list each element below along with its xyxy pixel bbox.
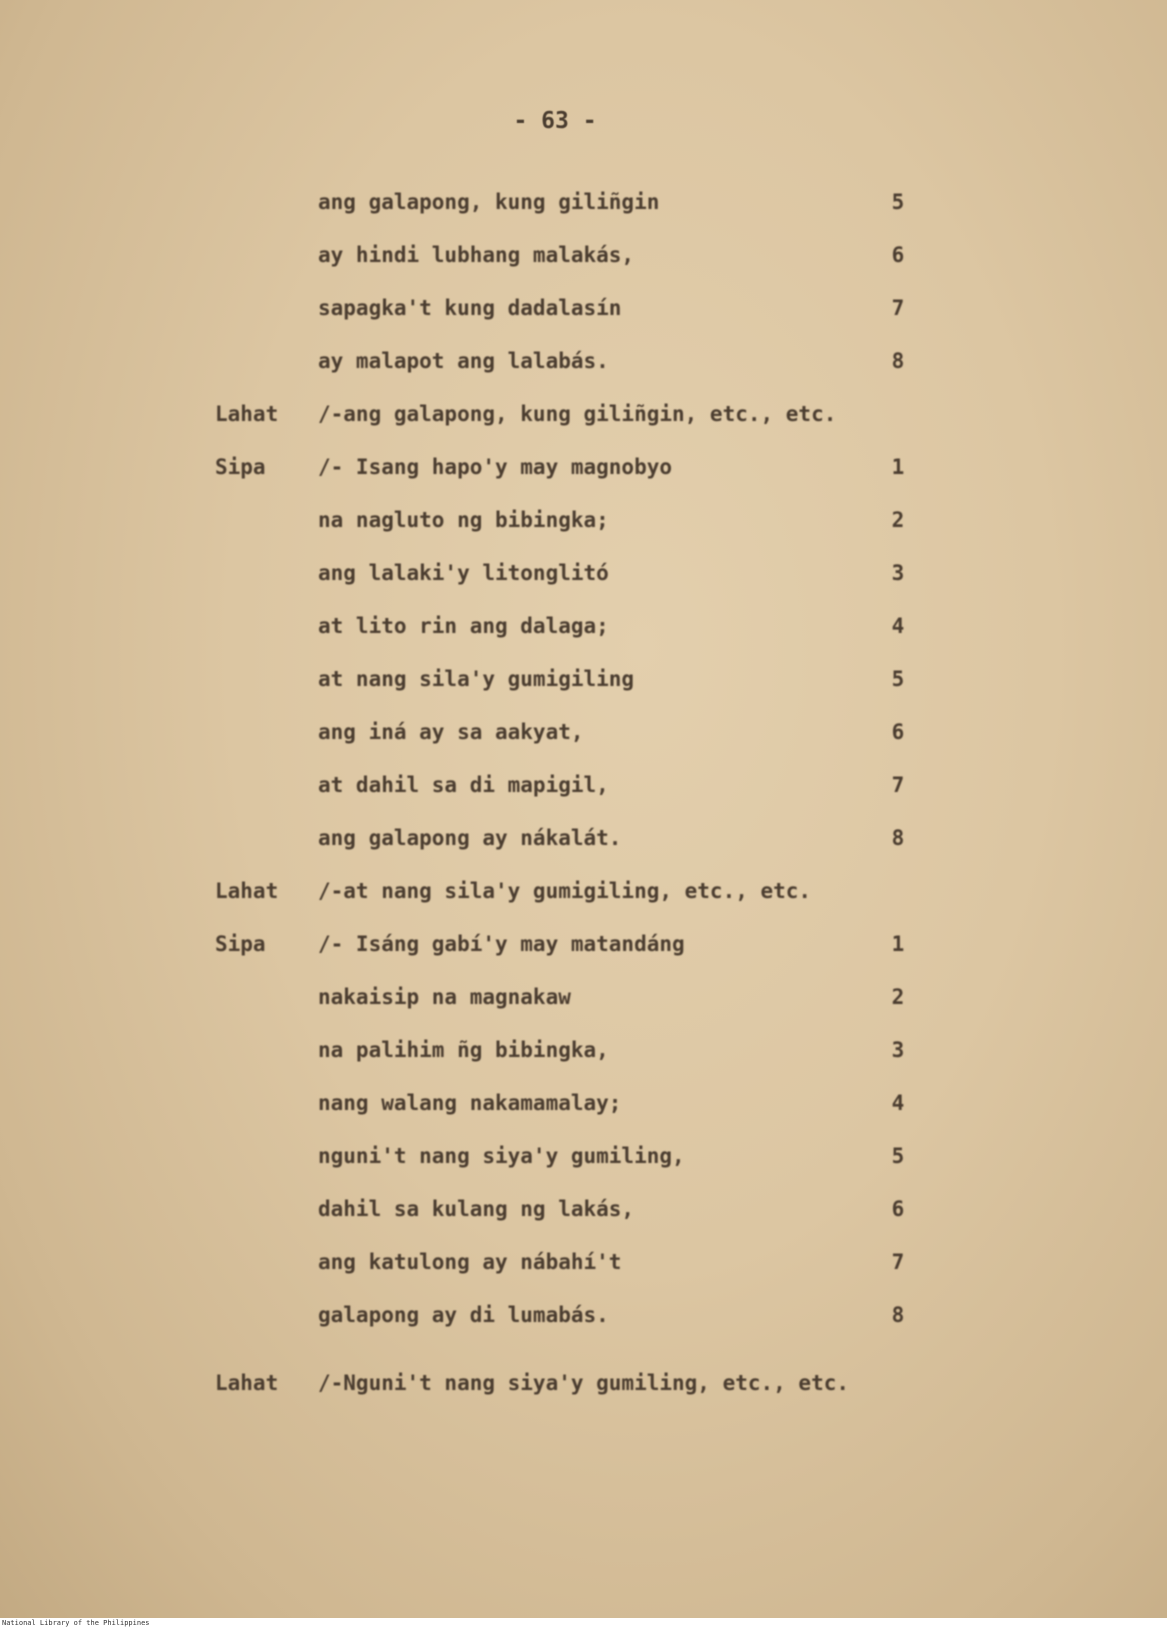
line-number: 5 <box>891 190 905 214</box>
verse-line <box>0 508 1167 548</box>
verse-text: sapagka't kung dadalasín <box>318 296 622 320</box>
verse-text: /- Isáng gabí'y may matandáng <box>318 932 685 956</box>
verse-text: ay malapot ang lalabás. <box>318 349 609 373</box>
verse-line <box>0 190 1167 230</box>
verse-line <box>0 720 1167 760</box>
verse-line <box>0 1091 1167 1131</box>
line-number: 7 <box>891 296 905 320</box>
verse-line <box>0 243 1167 283</box>
verse-text: at nang sila'y gumigiling <box>318 667 635 691</box>
chorus-line <box>0 402 1167 442</box>
verse-line <box>0 985 1167 1025</box>
verse-line <box>0 932 1167 972</box>
line-number: 4 <box>891 614 905 638</box>
chorus-line <box>0 1371 1167 1411</box>
speaker-label: Sipa <box>215 932 266 956</box>
verse-text: nang walang nakamamalay; <box>318 1091 622 1115</box>
verse-line <box>0 667 1167 707</box>
page-number: - 63 - <box>513 108 597 134</box>
verse-text: nguni't nang siya'y gumiling, <box>318 1144 685 1168</box>
verse-text: ay hindi lubhang malakás, <box>318 243 635 267</box>
line-number: 8 <box>891 826 905 850</box>
line-number: 6 <box>891 720 905 744</box>
verse-line <box>0 773 1167 813</box>
verse-line <box>0 349 1167 389</box>
line-number: 3 <box>891 1038 905 1062</box>
line-number: 3 <box>891 561 905 585</box>
line-number: 7 <box>891 1250 905 1274</box>
verse-text: ang iná ay sa aakyat, <box>318 720 584 744</box>
verse-line <box>0 1197 1167 1237</box>
verse-text: /-at nang sila'y gumigiling, etc., etc. <box>318 879 812 903</box>
verse-text: na palihim ñg bibingka, <box>318 1038 609 1062</box>
line-number: 4 <box>891 1091 905 1115</box>
speaker-label: Lahat <box>215 402 279 426</box>
line-number: 6 <box>891 1197 905 1221</box>
speaker-label: Lahat <box>215 879 279 903</box>
verse-line <box>0 1303 1167 1343</box>
verse-line <box>0 1250 1167 1290</box>
verse-line <box>0 1144 1167 1184</box>
line-number: 6 <box>891 243 905 267</box>
chorus-line <box>0 879 1167 919</box>
verse-text: ang katulong ay nábahí't <box>318 1250 622 1274</box>
verse-line <box>0 296 1167 336</box>
verse-text: at dahil sa di mapigil, <box>318 773 609 797</box>
verse-text: ang galapong, kung giliñgin <box>318 190 660 214</box>
verse-text: galapong ay di lumabás. <box>318 1303 609 1327</box>
verse-line <box>0 826 1167 866</box>
line-number: 5 <box>891 1144 905 1168</box>
verse-text: at lito rin ang dalaga; <box>318 614 609 638</box>
verse-text: ang lalaki'y litonglitó <box>318 561 609 585</box>
speaker-label: Sipa <box>215 455 266 479</box>
line-number: 1 <box>891 455 905 479</box>
verse-text: na nagluto ng bibingka; <box>318 508 609 532</box>
line-number: 5 <box>891 667 905 691</box>
verse-text: nakaisip na magnakaw <box>318 985 571 1009</box>
line-number: 7 <box>891 773 905 797</box>
verse-line <box>0 561 1167 601</box>
verse-text: ang galapong ay nákalát. <box>318 826 622 850</box>
verse-line <box>0 614 1167 654</box>
library-credit: National Library of the Philippines <box>2 1619 150 1627</box>
line-number: 2 <box>891 985 905 1009</box>
verse-text: /-ang galapong, kung giliñgin, etc., etc. <box>318 402 837 426</box>
speaker-label: Lahat <box>215 1371 279 1395</box>
line-number: 2 <box>891 508 905 532</box>
line-number: 8 <box>891 349 905 373</box>
line-number: 8 <box>891 1303 905 1327</box>
verse-text: /- Isang hapo'y may magnobyo <box>318 455 673 479</box>
verse-line <box>0 1038 1167 1078</box>
line-number: 1 <box>891 932 905 956</box>
verse-text: /-Nguni't nang siya'y gumiling, etc., etc. <box>318 1371 850 1395</box>
verse-line <box>0 455 1167 495</box>
verse-text: dahil sa kulang ng lakás, <box>318 1197 635 1221</box>
